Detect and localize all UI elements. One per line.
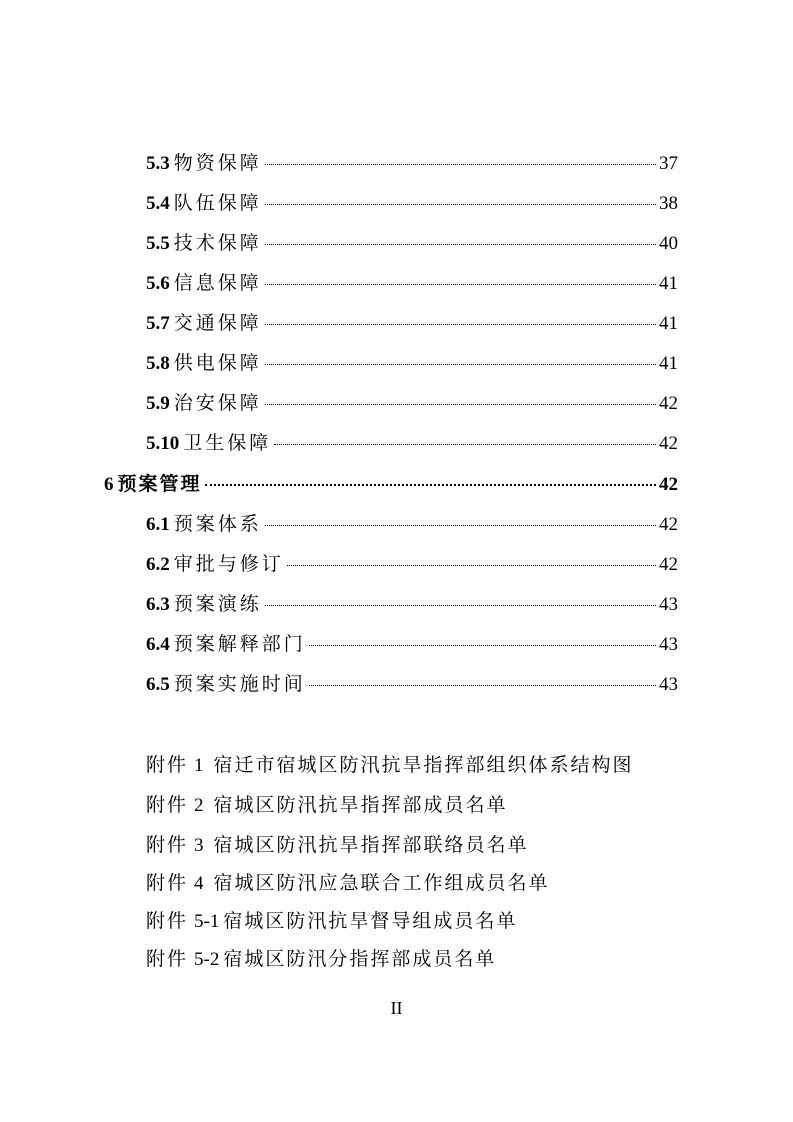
toc-title: 预案管理 bbox=[117, 473, 202, 495]
toc-title: 技术保障 bbox=[173, 232, 262, 254]
toc-title: 预案实施时间 bbox=[173, 673, 306, 695]
toc-number: 5.4 bbox=[146, 193, 170, 214]
toc-page: 38 bbox=[659, 193, 678, 214]
dot-leader bbox=[309, 685, 656, 686]
toc-page: 40 bbox=[659, 233, 678, 254]
attachment-label: 附件 bbox=[146, 910, 189, 932]
toc-entry-6[interactable] bbox=[104, 469, 678, 499]
toc-number: 6.2 bbox=[146, 554, 170, 575]
attachment-5-2[interactable] bbox=[146, 944, 496, 974]
toc-number: 5.5 bbox=[146, 233, 170, 254]
toc-page: 41 bbox=[659, 313, 678, 334]
toc-page: 43 bbox=[659, 674, 678, 695]
dot-leader bbox=[265, 404, 656, 405]
toc-title: 治安保障 bbox=[173, 392, 262, 414]
toc-entry-5-10[interactable] bbox=[146, 428, 678, 458]
attachment-label: 附件 bbox=[146, 754, 189, 776]
toc-number: 5.9 bbox=[146, 393, 170, 414]
toc-title: 队伍保障 bbox=[173, 192, 262, 214]
toc-entry-6-3[interactable] bbox=[146, 589, 678, 619]
attachment-number: 3 bbox=[194, 835, 204, 856]
attachment-5-1[interactable] bbox=[146, 906, 517, 936]
toc-page: 37 bbox=[659, 153, 678, 174]
toc-entry-6-5[interactable] bbox=[146, 669, 678, 699]
attachment-label: 附件 bbox=[146, 872, 189, 894]
attachment-3[interactable] bbox=[146, 830, 529, 860]
toc-number: 5.6 bbox=[146, 273, 170, 294]
attachment-title: 宿迁市宿城区防汛抗旱指挥部组织体系结构图 bbox=[213, 754, 634, 776]
dot-leader bbox=[265, 605, 656, 606]
toc-number: 6.4 bbox=[146, 634, 170, 655]
toc-title: 预案演练 bbox=[173, 593, 262, 615]
attachment-number: 2 bbox=[194, 795, 204, 816]
attachment-number: 5-1 bbox=[194, 911, 220, 932]
attachment-number: 5-2 bbox=[194, 949, 220, 970]
attachment-title: 宿城区防汛抗旱督导组成员名单 bbox=[223, 910, 518, 932]
toc-number: 6.1 bbox=[146, 514, 170, 535]
dot-leader bbox=[274, 444, 656, 445]
toc-number: 6.5 bbox=[146, 674, 170, 695]
toc-entry-6-1[interactable] bbox=[146, 509, 678, 539]
toc-page: 43 bbox=[659, 594, 678, 615]
toc-title: 预案解释部门 bbox=[173, 633, 306, 655]
toc-entry-6-2[interactable] bbox=[146, 549, 678, 579]
toc-page: 42 bbox=[659, 554, 678, 575]
toc-number: 6 bbox=[104, 474, 114, 495]
toc-entry-5-6[interactable] bbox=[146, 268, 678, 298]
toc-entry-5-3[interactable] bbox=[146, 148, 678, 178]
toc-page: 43 bbox=[659, 634, 678, 655]
toc-title: 卫生保障 bbox=[183, 432, 272, 454]
dot-leader bbox=[205, 484, 656, 486]
dot-leader bbox=[265, 525, 656, 526]
dot-leader bbox=[265, 284, 656, 285]
toc-entry-5-5[interactable] bbox=[146, 228, 678, 258]
attachment-number: 4 bbox=[194, 873, 204, 894]
toc-title: 审批与修订 bbox=[173, 553, 284, 575]
attachment-4[interactable] bbox=[146, 868, 550, 898]
dot-leader bbox=[287, 565, 656, 566]
dot-leader bbox=[265, 204, 656, 205]
attachment-title: 宿城区防汛抗旱指挥部成员名单 bbox=[213, 794, 508, 816]
toc-number: 5.8 bbox=[146, 353, 170, 374]
dot-leader bbox=[265, 364, 656, 365]
toc-entry-5-9[interactable] bbox=[146, 388, 678, 418]
toc-page: 42 bbox=[659, 393, 678, 414]
dot-leader bbox=[265, 164, 656, 165]
attachment-label: 附件 bbox=[146, 948, 189, 970]
toc-title: 供电保障 bbox=[173, 352, 262, 374]
attachment-2[interactable] bbox=[146, 790, 508, 820]
attachment-label: 附件 bbox=[146, 794, 189, 816]
toc-page: 41 bbox=[659, 273, 678, 294]
toc-number: 5.3 bbox=[146, 153, 170, 174]
toc-title: 预案体系 bbox=[173, 513, 262, 535]
toc-entry-5-7[interactable] bbox=[146, 308, 678, 338]
dot-leader bbox=[309, 645, 656, 646]
dot-leader bbox=[265, 244, 656, 245]
dot-leader bbox=[265, 324, 656, 325]
toc-number: 5.10 bbox=[146, 433, 180, 454]
toc-number: 5.7 bbox=[146, 313, 170, 334]
attachment-1[interactable] bbox=[146, 750, 634, 780]
toc-number: 6.3 bbox=[146, 594, 170, 615]
attachment-title: 宿城区防汛抗旱指挥部联络员名单 bbox=[213, 834, 529, 856]
toc-title: 物资保障 bbox=[173, 152, 262, 174]
toc-page: 42 bbox=[659, 433, 678, 454]
attachment-title: 宿城区防汛分指挥部成员名单 bbox=[223, 948, 497, 970]
toc-page: 42 bbox=[659, 514, 678, 535]
attachment-label: 附件 bbox=[146, 834, 189, 856]
toc-title: 信息保障 bbox=[173, 272, 262, 294]
attachment-number: 1 bbox=[194, 755, 204, 776]
toc-title: 交通保障 bbox=[173, 312, 262, 334]
toc-entry-6-4[interactable] bbox=[146, 629, 678, 659]
toc-entry-5-4[interactable] bbox=[146, 188, 678, 218]
attachment-title: 宿城区防汛应急联合工作组成员名单 bbox=[213, 872, 550, 894]
toc-entry-5-8[interactable] bbox=[146, 348, 678, 378]
toc-page: 42 bbox=[659, 474, 678, 495]
page-number: II bbox=[390, 998, 403, 1018]
toc-page: 41 bbox=[659, 353, 678, 374]
